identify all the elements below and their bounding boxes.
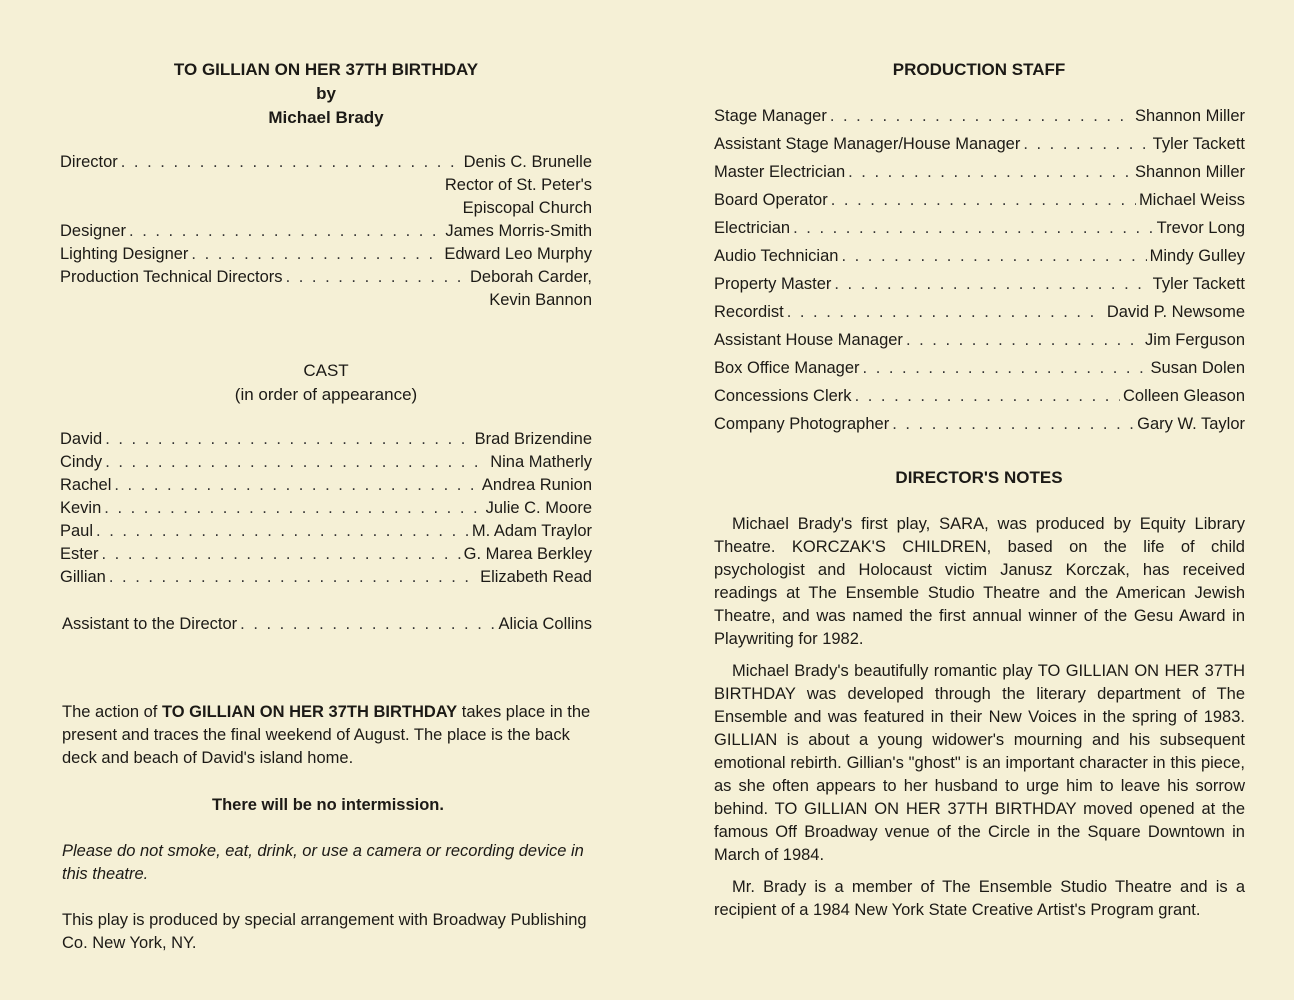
notes-paragraph: Michael Brady's beautifully romantic play TO GILLIAN ON HER 37TH BIRTHDAY was developed through the literary department of The Ensemble and was featured in their New Voices in the spring of 1983. GILLIAN is about a young widower's mourning and his subsequent emotional rebirth. Gillian's "ghost" is an important character in this piece, as she often appears to her husband to urge him to leave his sorrow behind. TO GILLIAN ON HER 37TH BIRTHDAY moved opened at the famous Off Broadway venue of the Circle in the Square Downtown in March of 1984. xyxy=(714,662,1245,864)
cast-row xyxy=(60,520,592,543)
staff-row xyxy=(714,242,1245,270)
staff-role: Company Photographer xyxy=(714,415,890,433)
staff-row xyxy=(714,186,1245,214)
staff-role: Stage Manager xyxy=(714,107,827,125)
staff-row xyxy=(714,354,1245,382)
cast-row xyxy=(60,497,592,520)
dot-leader xyxy=(841,242,1146,270)
dot-leader xyxy=(109,566,477,589)
staff-name: David P. Newsome xyxy=(1106,303,1245,321)
staff-name: Tyler Tackett xyxy=(1152,135,1245,153)
smoking-notice: Please do not smoke, eat, drink, or use a camera or recording device in this theatre. xyxy=(62,842,584,883)
dot-leader xyxy=(121,151,461,174)
staff-name: Jim Ferguson xyxy=(1145,331,1245,349)
cast-list xyxy=(60,428,592,589)
credit-continuation: Rector of St. Peter's xyxy=(444,176,592,194)
dot-leader xyxy=(830,102,1132,130)
cast-row xyxy=(60,428,592,451)
dot-leader xyxy=(906,326,1142,354)
staff-role: Concessions Clerk xyxy=(714,387,852,405)
staff-name: Shannon Miller xyxy=(1134,163,1245,181)
staff-role: Electrician xyxy=(714,219,791,237)
cast-role: Cindy xyxy=(60,453,103,471)
credit-name: James Morris-Smith xyxy=(445,222,592,240)
dot-leader xyxy=(114,474,479,497)
credit-role: Designer xyxy=(60,222,127,240)
dot-leader xyxy=(105,428,471,451)
credit-continuation: Episcopal Church xyxy=(462,199,592,217)
staff-row xyxy=(714,298,1245,326)
staff-role: Recordist xyxy=(714,303,784,321)
cast-name: Elizabeth Read xyxy=(480,568,592,586)
credits-list xyxy=(60,151,592,312)
staff-role: Assistant House Manager xyxy=(714,331,903,349)
dot-leader xyxy=(129,220,442,243)
cast-role: Gillian xyxy=(60,568,106,586)
credit-name: Edward Leo Murphy xyxy=(444,245,592,263)
dot-leader xyxy=(286,266,467,289)
credit-role: Lighting Designer xyxy=(60,245,189,263)
assistant-name: Alicia Collins xyxy=(498,615,592,633)
dot-leader xyxy=(892,410,1134,438)
staff-row xyxy=(714,382,1245,410)
staff-name: Colleen Gleason xyxy=(1123,387,1245,405)
staff-row xyxy=(714,102,1245,130)
cast-name: Andrea Runion xyxy=(481,476,592,494)
cast-role: Paul xyxy=(60,522,94,540)
credit-role: Director xyxy=(60,153,118,171)
cast-row xyxy=(60,543,592,566)
credit-row-technical-directors xyxy=(60,266,592,289)
cast-heading: CAST xyxy=(303,361,349,380)
cast-role: Ester xyxy=(60,545,99,563)
staff-row xyxy=(714,326,1245,354)
cast-role: David xyxy=(60,430,103,448)
assistant-row xyxy=(62,613,592,636)
staff-role: Board Operator xyxy=(714,191,828,209)
dot-leader xyxy=(104,497,482,520)
staff-role: Audio Technician xyxy=(714,247,839,265)
cast-role: Rachel xyxy=(60,476,112,494)
staff-row xyxy=(714,214,1245,242)
cast-name: M. Adam Traylor xyxy=(471,522,592,540)
production-staff-list xyxy=(714,102,1245,438)
staff-row xyxy=(714,410,1245,438)
production-staff-heading: PRODUCTION STAFF xyxy=(892,60,1066,79)
staff-name: Trevor Long xyxy=(1156,219,1245,237)
staff-role: Assistant Stage Manager/House Manager xyxy=(714,135,1021,153)
cast-role: Kevin xyxy=(60,499,102,517)
dot-leader xyxy=(863,354,1148,382)
dot-leader xyxy=(105,451,487,474)
action-text-end: takes place in the present and traces the final weekend of August. The place is the back deck and beach of David's island home. xyxy=(62,703,591,767)
dot-leader xyxy=(831,186,1136,214)
credit-role: Production Technical Directors xyxy=(60,268,283,286)
staff-name: Michael Weiss xyxy=(1138,191,1245,209)
staff-row xyxy=(714,130,1245,158)
notes-paragraph: Michael Brady's first play, SARA, was produced by Equity Library Theatre. KORCZAK'S CHILDREN, based on the life of child psychologist and Holocaust victim Janusz Korczak, has received readings at The Ensemble Studio Theatre and the American Jewish Theatre, and was named the first annual winner of the Gesu Award in Playwriting for 1982. xyxy=(714,515,1245,648)
cast-heading-block xyxy=(60,359,592,407)
credit-row-director xyxy=(60,151,592,174)
credit-row-lighting-designer xyxy=(60,243,592,266)
dot-leader xyxy=(793,214,1154,242)
directors-notes-heading: DIRECTOR'S NOTES xyxy=(895,468,1063,487)
play-title-block xyxy=(60,58,592,130)
dot-leader xyxy=(848,158,1132,186)
right-page xyxy=(647,0,1294,1000)
cast-row xyxy=(60,474,592,497)
dot-leader xyxy=(102,543,461,566)
cast-name: Brad Brizendine xyxy=(474,430,592,448)
dot-leader xyxy=(240,613,495,636)
cast-name: Nina Matherly xyxy=(490,453,592,471)
staff-row xyxy=(714,158,1245,186)
directors-notes-body xyxy=(714,513,1245,931)
notes-paragraph: Mr. Brady is a member of The Ensemble Studio Theatre and is a recipient of a 1984 New York State Creative Artist's Program grant. xyxy=(714,878,1245,919)
cast-subheading: (in order of appearance) xyxy=(234,385,418,404)
arrangement-note: This play is produced by special arrangement with Broadway Publishing Co. New York, NY. xyxy=(62,911,587,952)
dot-leader xyxy=(787,298,1104,326)
action-play-title: TO GILLIAN ON HER 37TH BIRTHDAY xyxy=(161,703,458,721)
staff-name: Susan Dolen xyxy=(1150,359,1245,377)
dot-leader xyxy=(834,270,1149,298)
staff-role: Property Master xyxy=(714,275,832,293)
staff-row xyxy=(714,270,1245,298)
action-text-start: The action of xyxy=(62,703,162,721)
cast-row xyxy=(60,451,592,474)
dot-leader xyxy=(1023,130,1149,158)
cast-name: G. Marea Berkley xyxy=(463,545,592,563)
action-paragraph xyxy=(62,701,594,770)
assistant-credit xyxy=(62,613,592,636)
credit-name: Denis C. Brunelle xyxy=(463,153,592,171)
play-title: TO GILLIAN ON HER 37TH BIRTHDAY xyxy=(173,60,479,79)
cast-row xyxy=(60,566,592,589)
dot-leader xyxy=(191,243,441,266)
dot-leader xyxy=(96,520,469,543)
staff-role: Master Electrician xyxy=(714,163,846,181)
credit-continuation: Kevin Bannon xyxy=(489,291,592,309)
staff-role: Box Office Manager xyxy=(714,359,860,377)
credit-name: Deborah Carder, xyxy=(470,268,592,286)
cast-name: Julie C. Moore xyxy=(485,499,592,517)
play-by: by xyxy=(316,84,336,103)
staff-name: Mindy Gulley xyxy=(1149,247,1245,265)
staff-name: Shannon Miller xyxy=(1134,107,1245,125)
credit-row-designer xyxy=(60,220,592,243)
dot-leader xyxy=(855,382,1120,410)
assistant-role: Assistant to the Director xyxy=(62,615,238,633)
intermission-note: There will be no intermission. xyxy=(212,796,444,814)
staff-name: Tyler Tackett xyxy=(1152,275,1245,293)
play-author: Michael Brady xyxy=(268,108,384,127)
staff-name: Gary W. Taylor xyxy=(1137,415,1245,433)
